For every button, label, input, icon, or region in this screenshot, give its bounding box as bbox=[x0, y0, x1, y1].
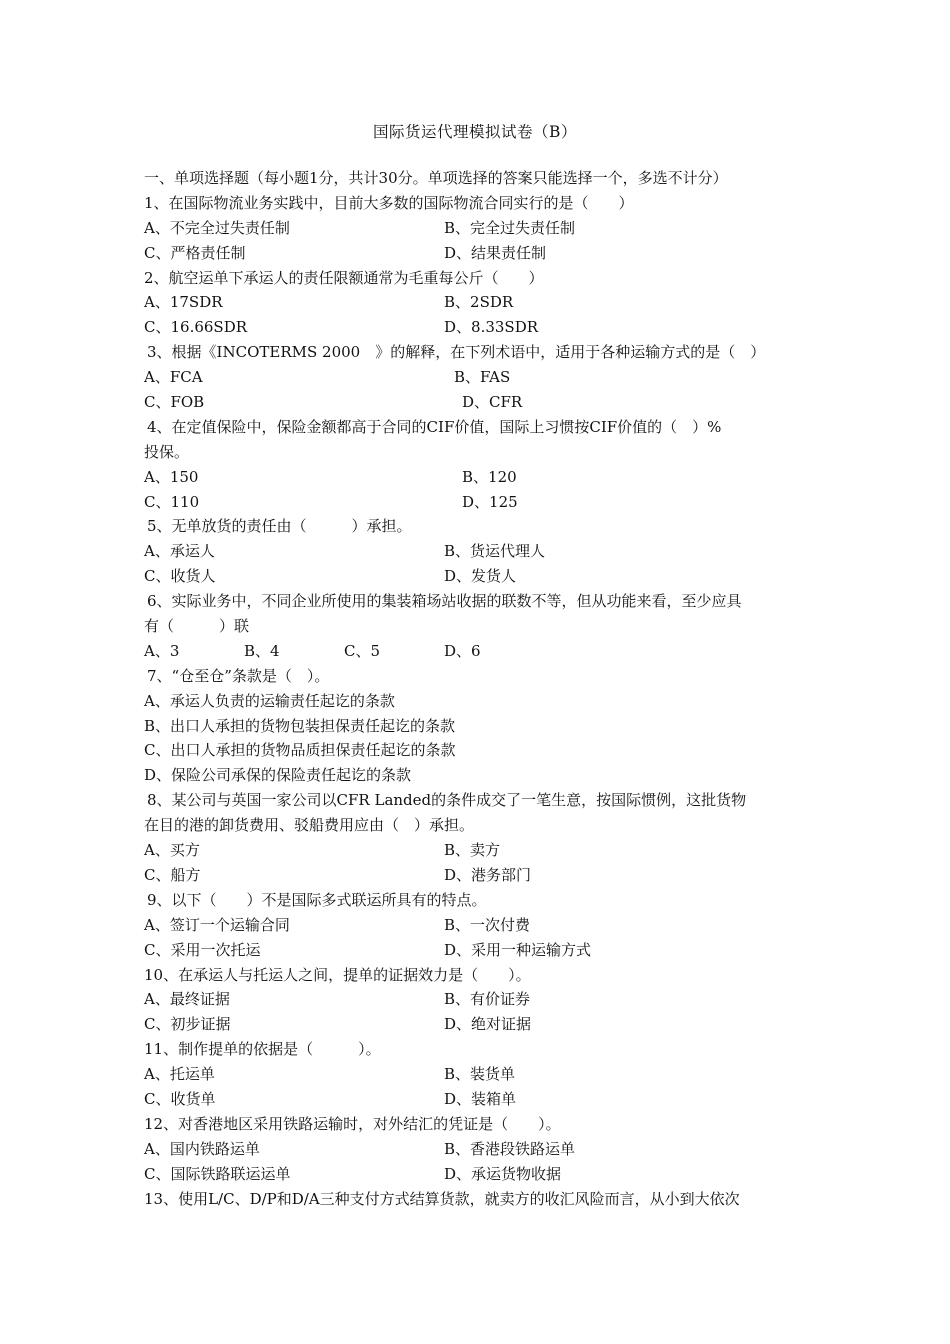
question-5-options-cd bbox=[144, 564, 814, 589]
option-a: A、买方 bbox=[144, 841, 200, 860]
option-a: A、150 bbox=[144, 467, 199, 486]
option-c: C、采用一次托运 bbox=[144, 940, 261, 959]
option-a: A、FCA bbox=[144, 368, 203, 387]
option-a: A、承运人负责的运输责任起讫的条款 bbox=[144, 691, 395, 710]
question-9-options-cd bbox=[144, 938, 814, 963]
option-c: C、收货单 bbox=[144, 1089, 216, 1108]
option-d: D、采用一种运输方式 bbox=[444, 940, 592, 959]
question-4-stem-cont: 投保。 bbox=[144, 442, 190, 461]
question-4-options-cd bbox=[144, 490, 814, 515]
option-c: C、初步证据 bbox=[144, 1015, 231, 1034]
option-b: B、4 bbox=[244, 641, 280, 660]
question-3-options-ab bbox=[144, 365, 814, 390]
option-a: A、17SDR bbox=[144, 293, 223, 312]
option-a: A、最终证据 bbox=[144, 990, 230, 1009]
question-11-options-ab bbox=[144, 1062, 814, 1087]
option-b: B、2SDR bbox=[444, 293, 514, 312]
question-8-stem: 8、某公司与英国一家公司以CFR Landed的条件成交了一笔生意，按国际惯例，这批货物 bbox=[147, 791, 747, 810]
question-9-options-ab bbox=[144, 913, 814, 938]
option-a: A、3 bbox=[144, 641, 180, 660]
option-b: B、香港段铁路运单 bbox=[444, 1139, 576, 1158]
option-a: A、不完全过失责任制 bbox=[144, 218, 290, 237]
option-a: A、签订一个运输合同 bbox=[144, 915, 290, 934]
question-10-options-ab bbox=[144, 987, 814, 1012]
question-6-stem: 6、实际业务中，不同企业所使用的集装箱场站收据的联数不等，但从功能来看，至少应具 bbox=[147, 592, 742, 611]
question-3-stem: 3、根据《INCOTERMS 2000 》的解释，在下列术语中，适用于各种运输方式的是（ ） bbox=[147, 343, 766, 362]
option-c: C、FOB bbox=[144, 393, 205, 412]
question-5-options-ab bbox=[144, 539, 814, 564]
question-2-options-cd bbox=[144, 315, 814, 340]
question-8-options-cd bbox=[144, 863, 814, 888]
option-d: D、绝对证据 bbox=[444, 1015, 532, 1034]
option-b: B、装货单 bbox=[444, 1065, 516, 1084]
page-title: 国际货运代理模拟试卷（B） bbox=[373, 123, 577, 141]
option-d: D、承运货物收据 bbox=[444, 1164, 562, 1183]
section-heading: 一、单项选择题（每小题1分，共计30分。单项选择的答案只能选择一个，多选不计分） bbox=[144, 169, 728, 187]
question-12-options-cd bbox=[144, 1162, 814, 1187]
question-12-options-ab bbox=[144, 1137, 814, 1162]
option-b: B、卖方 bbox=[444, 841, 501, 860]
question-1-stem: 1、在国际物流业务实践中，目前大多数的国际物流合同实行的是（ ） bbox=[144, 193, 634, 212]
question-10-options-cd bbox=[144, 1012, 814, 1037]
option-c: C、船方 bbox=[144, 865, 201, 884]
question-12-stem: 12、对香港地区采用铁路运输时，对外结汇的凭证是（ ）。 bbox=[144, 1114, 561, 1133]
option-d: D、装箱单 bbox=[444, 1089, 517, 1108]
option-d: D、6 bbox=[444, 641, 481, 660]
question-6-options bbox=[144, 639, 814, 664]
question-1-options-cd bbox=[144, 241, 814, 266]
option-c: C、16.66SDR bbox=[144, 318, 248, 337]
option-b: B、FAS bbox=[454, 368, 511, 387]
option-d: D、CFR bbox=[462, 393, 523, 412]
option-d: D、结果责任制 bbox=[444, 243, 547, 262]
option-a: A、国内铁路运单 bbox=[144, 1139, 260, 1158]
option-d: D、港务部门 bbox=[444, 865, 532, 884]
question-2-options-ab bbox=[144, 290, 814, 315]
option-c: C、严格责任制 bbox=[144, 243, 246, 262]
question-11-options-cd bbox=[144, 1087, 814, 1112]
option-b: B、出口人承担的货物包装担保责任起讫的条款 bbox=[144, 716, 456, 735]
question-3-options-cd bbox=[144, 390, 814, 415]
option-c: C、110 bbox=[144, 492, 200, 511]
question-7-stem: 7、“仓至仓”条款是（ ）。 bbox=[147, 666, 330, 685]
option-c: C、收货人 bbox=[144, 567, 216, 586]
question-5-stem: 5、无单放货的责任由（ ）承担。 bbox=[147, 517, 412, 536]
option-c: C、国际铁路联运运单 bbox=[144, 1164, 291, 1183]
option-b: B、货运代理人 bbox=[444, 542, 546, 561]
option-b: B、120 bbox=[462, 467, 517, 486]
option-d: D、125 bbox=[462, 492, 518, 511]
question-10-stem: 10、在承运人与托运人之间，提单的证据效力是（ ）。 bbox=[144, 965, 531, 984]
question-2-stem: 2、航空运单下承运人的责任限额通常为毛重每公斤（ ） bbox=[144, 268, 544, 287]
option-b: B、有价证券 bbox=[444, 990, 531, 1009]
option-a: A、承运人 bbox=[144, 542, 215, 561]
option-d: D、保险公司承保的保险责任起讫的条款 bbox=[144, 766, 412, 785]
question-13-stem: 13、使用L/C、D/P和D/A三种支付方式结算货款，就卖方的收汇风险而言，从小到大依次 bbox=[144, 1189, 740, 1208]
option-b: B、一次付费 bbox=[444, 915, 531, 934]
option-c: C、5 bbox=[344, 641, 381, 660]
option-b: B、完全过失责任制 bbox=[444, 218, 576, 237]
question-11-stem: 11、制作提单的依据是（ ）。 bbox=[144, 1040, 381, 1059]
question-8-options-ab bbox=[144, 838, 814, 863]
option-d: D、发货人 bbox=[444, 567, 517, 586]
option-d: D、8.33SDR bbox=[444, 318, 539, 337]
question-8-stem-cont: 在目的港的卸货费用、驳船费用应由（ ）承担。 bbox=[144, 816, 475, 835]
question-4-stem: 4、在定值保险中，保险金额都高于合同的CIF价值，国际上习惯按CIF价值的（ ）% bbox=[147, 417, 722, 436]
option-a: A、托运单 bbox=[144, 1065, 215, 1084]
option-c: C、出口人承担的货物品质担保责任起讫的条款 bbox=[144, 741, 456, 760]
exam-content bbox=[144, 166, 814, 1211]
question-1-options-ab bbox=[144, 216, 814, 241]
question-4-options-ab bbox=[144, 465, 814, 490]
question-9-stem: 9、以下（ ）不是国际多式联运所具有的特点。 bbox=[147, 890, 487, 909]
question-6-stem-cont: 有（ ）联 bbox=[144, 617, 250, 636]
